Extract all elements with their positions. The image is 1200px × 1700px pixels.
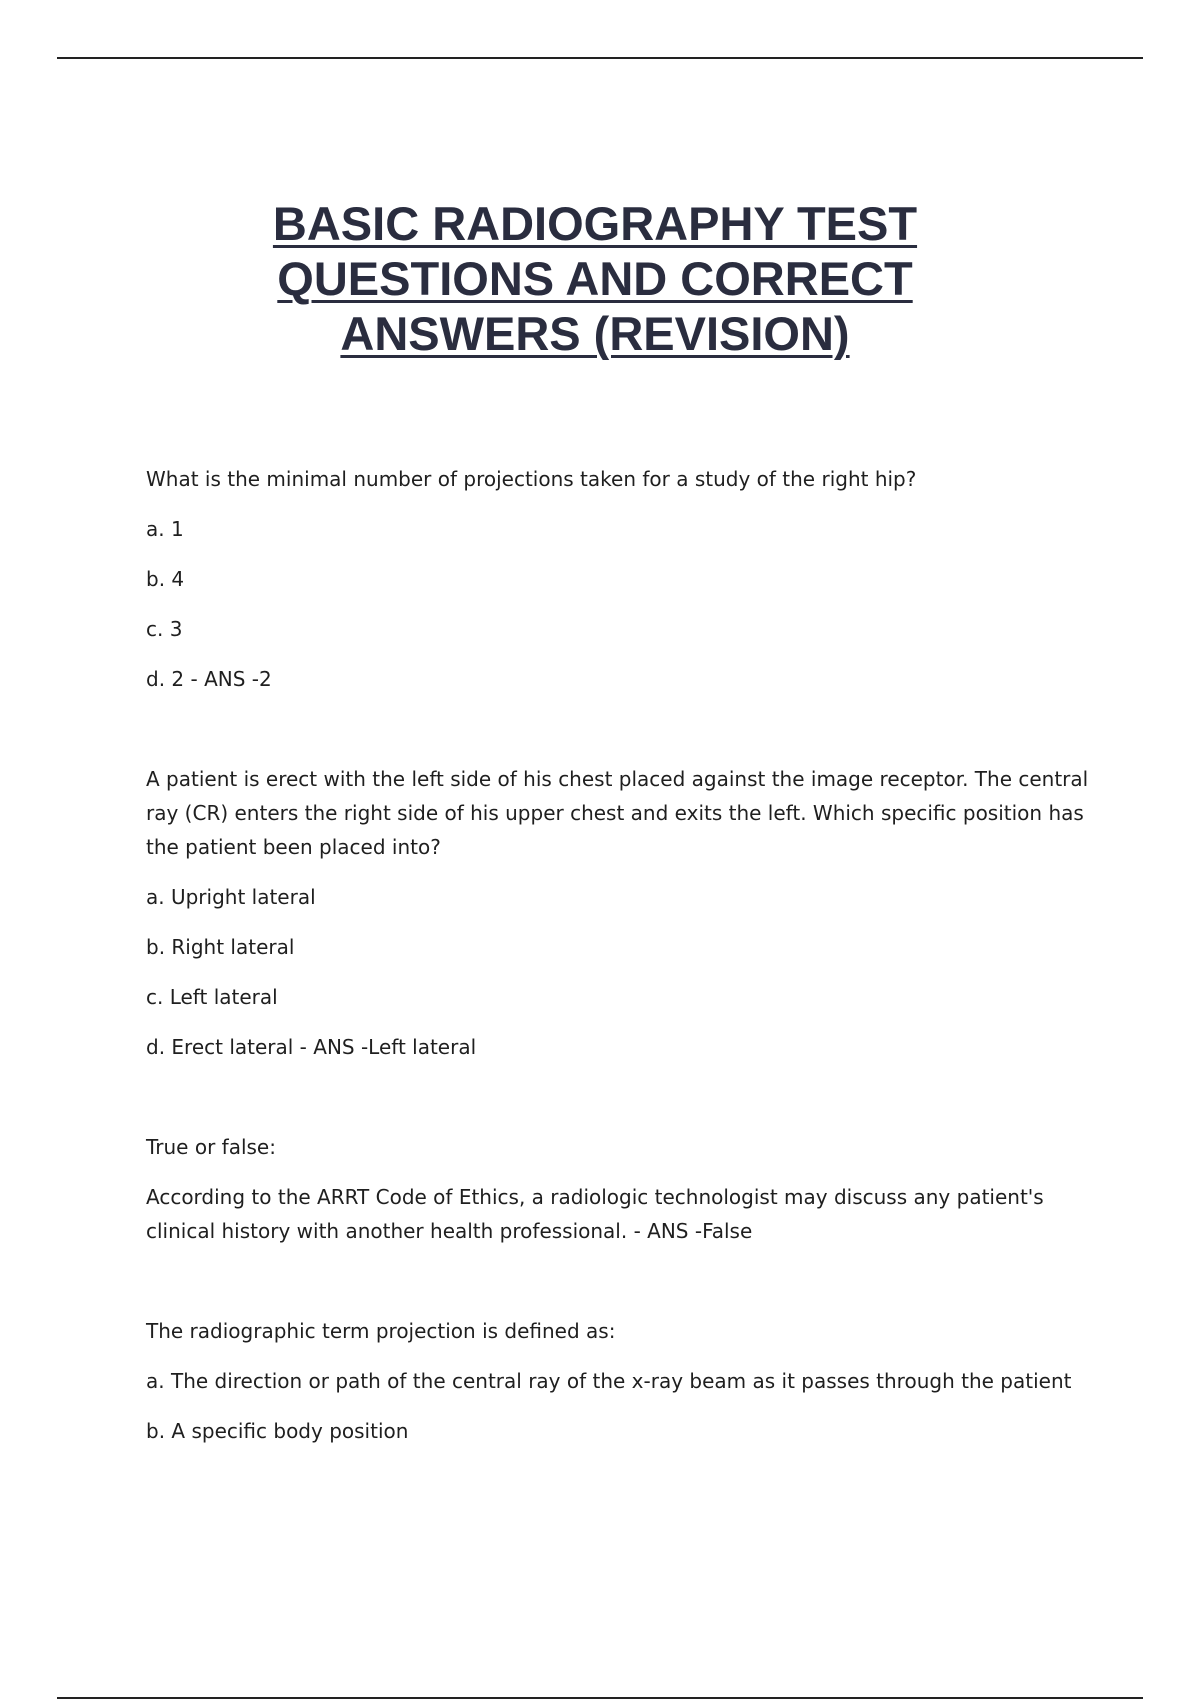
document-title [200,196,990,361]
spacer [146,712,1106,762]
footer-rule [57,1697,1143,1699]
question-text: A patient is erect with the left side of his chest placed against the image receptor. The central ray (CR) enters the right side of his upper chest and exits the left. Which specific position has the patient been placed into? [146,767,1089,859]
question-2 [146,762,1106,1064]
answer-option: b. Right lateral [146,935,295,959]
question-text: The radiographic term projection is defined as: [146,1319,616,1343]
spacer [146,1080,1106,1130]
answer-option: a. 1 [146,517,184,541]
title-line-3: ANSWERS (REVISION) [340,307,850,360]
answer-option: b. 4 [146,567,185,591]
answer-option: c. 3 [146,617,183,641]
title-line-1: BASIC RADIOGRAPHY TEST [272,197,918,250]
title-line-2: QUESTIONS AND CORRECT [277,252,913,305]
answer-option: b. A specific body position [146,1419,409,1443]
answer-option: d. 2 - ANS -2 [146,667,272,691]
question-text: What is the minimal number of projections taken for a study of the right hip? [146,467,917,491]
document-body [146,462,1106,1464]
question-text: True or false: [146,1135,276,1159]
answer-option: d. Erect lateral - ANS -Left lateral [146,1035,477,1059]
question-4 [146,1314,1106,1448]
answer-statement: According to the ARRT Code of Ethics, a radiologic technologist may discuss any patient's clinical history with another health professional. - ANS -False [146,1185,1044,1243]
answer-option: c. Left lateral [146,985,278,1009]
question-3 [146,1130,1106,1248]
answer-option: a. The direction or path of the central ray of the x-ray beam as it passes through the patient [146,1369,1072,1393]
question-1 [146,462,1106,696]
header-rule [57,57,1143,59]
spacer [146,1264,1106,1314]
answer-option: a. Upright lateral [146,885,316,909]
